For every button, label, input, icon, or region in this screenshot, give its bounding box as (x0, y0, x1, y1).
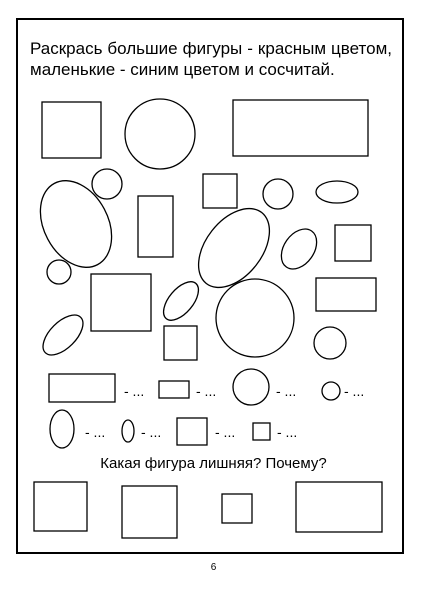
coloring-field (26, 99, 376, 362)
choice-square[interactable] (34, 482, 87, 531)
sequence-square-small (253, 423, 270, 440)
sequence-row-1 (49, 369, 364, 405)
sequence-separator: - ... (344, 383, 365, 399)
sequence-rectangle-large (49, 374, 115, 402)
sequence-separator: - ... (124, 383, 145, 399)
small-square[interactable] (203, 174, 237, 208)
sequence-separator: - ... (85, 424, 106, 440)
small-rectangle[interactable] (138, 196, 173, 257)
odd-one-out-question: Какая фигура лишняя? Почему? (100, 455, 327, 472)
small-square[interactable] (164, 326, 197, 360)
sequence-rectangle-small (159, 381, 189, 398)
page-number: 6 (210, 562, 217, 573)
sequence-separator: - ... (141, 424, 162, 440)
small-circle[interactable] (314, 327, 346, 359)
big-rectangle[interactable] (233, 100, 368, 156)
choice-square[interactable] (122, 486, 177, 538)
sequence-separator: - ... (196, 383, 217, 399)
big-square[interactable] (91, 274, 151, 331)
big-square[interactable] (42, 102, 101, 158)
choice-square-small[interactable] (222, 494, 252, 523)
sequence-separator: - ... (276, 383, 297, 399)
small-ellipse[interactable] (316, 181, 358, 203)
small-ellipse[interactable] (157, 276, 205, 327)
small-rectangle[interactable] (316, 278, 376, 311)
instruction-text: Раскрась большие фигуры - красным цветом, маленькие - синим цветом и сосчитай. (30, 39, 392, 79)
odd-one-out-row (34, 482, 382, 538)
small-circle[interactable] (47, 260, 71, 284)
sequence-separator: - ... (215, 424, 236, 440)
small-circle[interactable] (92, 169, 122, 199)
big-circle[interactable] (216, 279, 294, 357)
sequence-square-large (177, 418, 207, 445)
sequence-ellipse-small (122, 420, 134, 442)
choice-rectangle[interactable] (296, 482, 382, 532)
small-ellipse[interactable] (274, 222, 324, 275)
small-circle[interactable] (263, 179, 293, 209)
sequence-ellipse-large (50, 410, 74, 448)
sequence-circle-large (233, 369, 269, 405)
small-square[interactable] (335, 225, 371, 261)
sequence-circle-small (322, 382, 340, 400)
sequence-separator: - ... (277, 424, 298, 440)
small-ellipse[interactable] (36, 308, 90, 362)
sequence-row-2 (50, 410, 297, 448)
big-circle[interactable] (125, 99, 195, 169)
